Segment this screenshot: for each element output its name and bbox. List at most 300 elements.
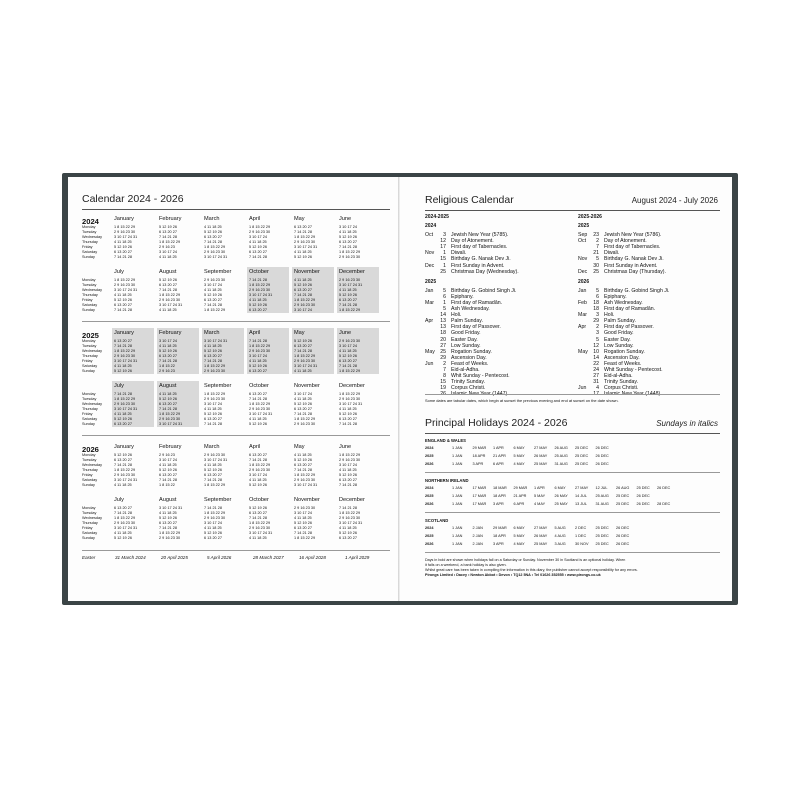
day-numbers: 2 9 16 23 30: [114, 473, 136, 477]
event-name: Trinity Sunday.: [604, 379, 639, 386]
holiday-date: 25 DEC: [575, 462, 589, 466]
event-day: 25: [593, 268, 599, 275]
day-numbers: 1 8 15 22 29: [204, 245, 226, 249]
holiday-date: 26 MAY: [534, 534, 548, 538]
day-numbers: 2 9 16 23 30: [249, 230, 271, 234]
day-numbers: 4 11 18 25: [339, 230, 357, 234]
holiday-date: 27 MAY: [534, 446, 548, 450]
event-day: 5: [596, 287, 599, 294]
day-numbers: 7 14 21 28: [294, 531, 312, 535]
day-numbers: 6 13 20 27: [159, 473, 177, 477]
month-name: December: [339, 497, 365, 503]
day-numbers: 2 9 16 23 30: [204, 516, 226, 520]
day-numbers: 1 8 15 22 29: [114, 349, 136, 353]
event-month: Feb: [578, 299, 587, 306]
event-name: Rogation Sunday.: [604, 348, 645, 355]
event-month: Apr: [425, 318, 434, 325]
event-day: 7: [596, 244, 599, 251]
holiday-date: 18 APR: [493, 534, 506, 538]
weekday-label: Friday: [82, 473, 93, 477]
event-day: 12: [440, 238, 446, 245]
day-numbers: 2 9 16 23 30: [249, 407, 271, 411]
event-day: 22: [593, 360, 599, 367]
day-numbers: 6 13 20 27: [294, 344, 312, 348]
day-numbers: 7 14 21 28: [249, 278, 267, 282]
weekday-label: Friday: [82, 412, 93, 416]
easter-date: 16 April 2028: [299, 555, 326, 560]
region-name: ENGLAND & WALES: [425, 438, 466, 443]
month-name: May: [294, 216, 305, 222]
holiday-date: 29 MAR: [493, 526, 507, 530]
holiday-date: 26 DEC: [595, 454, 609, 458]
holiday-date: 18 APR: [493, 494, 506, 498]
event-day: 12: [593, 342, 599, 349]
holiday-date: 31 AUG: [554, 462, 568, 466]
day-numbers: 7 14 21 28: [339, 422, 357, 426]
year-label: 2025: [82, 331, 99, 340]
day-numbers: 3 10 17 24: [159, 339, 177, 343]
day-numbers: 1 8 15 22 29: [249, 283, 271, 287]
holiday-date: 25 AUG: [554, 454, 568, 458]
holiday-date: 1 APR: [534, 486, 545, 490]
event-name: Christmas Day (Thursday).: [604, 268, 666, 275]
event-day: 5: [596, 256, 599, 263]
month-name: July: [114, 497, 124, 503]
day-numbers: 5 12 19 26: [339, 531, 357, 535]
day-numbers: 5 12 19 26: [114, 536, 132, 540]
weekday-label: Saturday: [82, 478, 98, 482]
day-numbers: 7 14 21 28: [249, 397, 267, 401]
day-numbers: 4 11 18 25: [339, 288, 357, 292]
religious-rule: [425, 210, 720, 211]
day-numbers: 7 14 21 28: [249, 516, 267, 520]
day-numbers: 4 11 18 25: [204, 288, 222, 292]
day-numbers: 3 10 17 24: [204, 402, 222, 406]
month-name: June: [339, 216, 352, 222]
event-name: Rogation Sunday.: [451, 348, 492, 355]
event-day: 6: [596, 293, 599, 300]
weekday-label: Friday: [82, 298, 93, 302]
day-numbers: 6 13 20 27: [249, 392, 267, 396]
day-numbers: 4 11 18 25: [159, 344, 177, 348]
day-numbers: 1 8 15 22 29: [249, 463, 271, 467]
region-name: NORTHERN IRELAND: [425, 478, 469, 483]
holiday-year: 2026: [425, 462, 434, 466]
event-day: 19: [440, 385, 446, 392]
day-numbers: 6 13 20 27: [114, 422, 132, 426]
holiday-date: 1 JAN: [452, 534, 463, 538]
holiday-date: 1 JAN: [452, 446, 463, 450]
event-name: Islamic New Year (1448).: [604, 391, 662, 398]
holiday-date: 29 MAR: [472, 446, 487, 450]
holiday-year: 2024: [425, 526, 434, 530]
day-numbers: 3 10 17 24: [339, 225, 357, 229]
holiday-date: 26 DEC: [595, 446, 609, 450]
event-day: 15: [440, 256, 446, 263]
holiday-date: 21 APR: [493, 454, 506, 458]
day-numbers: 5 12 19 26: [159, 225, 177, 229]
weekday-label: Tuesday: [82, 397, 97, 401]
year-label: 2026: [82, 445, 99, 454]
day-numbers: 4 11 18 25: [114, 412, 132, 416]
weekday-label: Wednesday: [82, 516, 102, 520]
holiday-date: 1 JAN: [452, 542, 463, 546]
month-name: October: [249, 497, 269, 503]
day-numbers: 5 12 19 26: [114, 369, 132, 373]
day-numbers: 6 13 20 27: [249, 250, 267, 254]
day-numbers: 1 8 15 22 29: [339, 392, 361, 396]
year-heading: 2025: [578, 223, 590, 229]
month-name: September: [204, 383, 232, 389]
holiday-date: 25 DEC: [616, 502, 630, 506]
event-name: Good Friday.: [604, 330, 634, 337]
day-numbers: 7 14 21 28: [249, 458, 267, 462]
event-month: Mar: [578, 312, 587, 319]
month-name: January: [114, 444, 134, 450]
day-numbers: 6 13 20 27: [339, 478, 357, 482]
event-name: Holi.: [451, 312, 462, 319]
event-name: Palm Sunday.: [451, 318, 483, 325]
event-name: Ash Wednesday.: [451, 306, 490, 312]
region-rule: [425, 552, 720, 553]
holiday-date: 1 DEC: [575, 534, 587, 538]
event-name: Low Sunday.: [451, 342, 481, 349]
event-name: Ascension Day.: [451, 354, 487, 361]
weekday-label: Thursday: [82, 521, 98, 525]
tabular-note: Some dates are tabular dates, which begin at sunset the previous evening and end at sunset on the date shown.: [425, 398, 619, 403]
event-day: 1: [443, 299, 446, 306]
event-day: 10: [593, 348, 599, 355]
weekday-label: Thursday: [82, 468, 98, 472]
day-numbers: 3 10 17 24 31: [114, 526, 138, 530]
day-numbers: 1 8 15 22 29: [294, 354, 316, 358]
weekday-label: Sunday: [82, 483, 95, 487]
event-day: 7: [443, 367, 446, 373]
holiday-date: 26 DEC: [636, 502, 650, 506]
event-day: 25: [440, 348, 446, 355]
day-numbers: 1 8 15 22 29: [294, 298, 316, 302]
month-name: July: [114, 383, 124, 389]
weekday-label: Friday: [82, 245, 93, 249]
weekday-label: Saturday: [82, 531, 98, 535]
col2-head: 2025-2026: [578, 214, 602, 220]
day-numbers: 3 10 17 24: [204, 283, 222, 287]
holiday-date: 3 APR: [493, 502, 504, 506]
day-numbers: 3 10 17 24: [159, 458, 177, 462]
holiday-year: 2024: [425, 486, 434, 490]
day-numbers: 7 14 21 28: [294, 412, 312, 416]
holiday-date: 6 MAY: [554, 486, 566, 490]
holidays-title: Principal Holidays 2024 - 2026: [425, 417, 568, 429]
event-day: 2: [596, 238, 599, 245]
day-numbers: 3 10 17 24 31: [159, 303, 183, 307]
event-name: Feast of Weeks.: [604, 360, 642, 367]
day-numbers: 2 9 16 23 30: [294, 422, 316, 426]
holiday-date: 2 DEC: [575, 526, 587, 530]
footer-line: Whilst great care has been taken in compiling the information in this diary, the publisher cannot accept responsibility for any errors.: [425, 568, 638, 572]
day-numbers: 5 12 19 26: [114, 245, 132, 249]
religious-range: August 2024 - July 2026: [631, 196, 718, 205]
day-numbers: 5 12 19 26: [159, 516, 177, 520]
event-day: 15: [440, 379, 446, 386]
holiday-year: 2025: [425, 534, 434, 538]
day-numbers: 1 8 15 22 29: [339, 308, 361, 312]
day-numbers: 3 10 17 24: [339, 463, 357, 467]
day-numbers: 6 13 20 27: [339, 240, 357, 244]
day-numbers: 7 14 21 28: [114, 463, 132, 467]
month-name: March: [204, 330, 220, 336]
note-rule: [425, 394, 720, 395]
day-numbers: 3 10 17 24 31: [159, 422, 183, 426]
month-name: August: [159, 497, 177, 503]
event-name: Diwali.: [604, 250, 620, 257]
holiday-date: 4 MAY: [513, 462, 525, 466]
day-numbers: 7 14 21 28: [159, 526, 177, 530]
holiday-date: 26 DEC: [616, 542, 630, 546]
day-numbers: 3 10 17 24 31: [294, 483, 318, 487]
day-numbers: 1 8 15 22 29: [204, 392, 226, 396]
holiday-date: 30 NOV: [575, 542, 589, 546]
event-day: 2: [443, 360, 446, 367]
event-name: Eid-al-Adha.: [604, 373, 633, 380]
holiday-date: 6 MAY: [513, 526, 525, 530]
event-name: Christmas Day (Wednesday).: [451, 268, 519, 275]
holiday-date: 25 DEC: [575, 454, 589, 458]
right-page: [400, 177, 732, 601]
day-numbers: 4 11 18 25: [159, 255, 177, 259]
weekday-label: Thursday: [82, 240, 98, 244]
holiday-date: 5 AUG: [554, 526, 566, 530]
weekday-label: Monday: [82, 225, 96, 229]
month-name: August: [159, 269, 177, 275]
day-numbers: 1 8 15 22 29: [249, 344, 271, 348]
day-numbers: 3 10 17 24 31: [159, 506, 183, 510]
event-name: Birthday G. Gobind Singh Ji.: [451, 287, 517, 294]
month-name: December: [339, 383, 365, 389]
weekday-label: Saturday: [82, 417, 98, 421]
holiday-date: 3 APR: [472, 462, 484, 466]
day-numbers: 3 10 17 24 31: [249, 531, 273, 535]
day-numbers: 7 14 21 28: [159, 359, 177, 363]
event-name: First day of Ramadân.: [604, 306, 656, 312]
event-name: Trinity Sunday.: [451, 379, 486, 386]
day-numbers: 1 8 15 22 29: [159, 240, 181, 244]
day-numbers: 2 9 16 23: [159, 369, 175, 373]
day-numbers: 2 9 16 23 30: [114, 521, 136, 525]
day-numbers: 2 9 16 23 30: [204, 397, 226, 401]
day-numbers: 4 11 18 25: [159, 511, 177, 515]
day-numbers: 6 13 20 27: [204, 473, 222, 477]
day-numbers: 6 13 20 27: [294, 407, 312, 411]
day-numbers: 4 11 18 25: [249, 417, 267, 421]
event-day: 18: [593, 306, 599, 312]
holiday-date: 1 APR: [493, 446, 504, 450]
day-numbers: 2 9 16 23 30: [294, 240, 316, 244]
day-numbers: 1 8 15 22 29: [114, 397, 136, 401]
day-numbers: 1 8 15 22 29: [159, 412, 181, 416]
day-numbers: 2 9 16 23 30: [339, 278, 361, 282]
day-numbers: 1 8 15 22 29: [204, 364, 226, 368]
event-month: Sep: [578, 232, 588, 238]
event-month: May: [578, 348, 588, 355]
day-numbers: 4 11 18 25: [339, 349, 357, 353]
event-day: 23: [593, 232, 599, 238]
holiday-date: 1 JAN: [452, 494, 463, 498]
event-day: 2: [596, 324, 599, 331]
day-numbers: 7 14 21 28: [249, 255, 267, 259]
weekday-label: Thursday: [82, 354, 98, 358]
day-numbers: 1 8 15 22: [159, 483, 175, 487]
month-name: January: [114, 216, 134, 222]
day-numbers: 1 8 15 22 29: [114, 516, 136, 520]
day-numbers: 1 8 15 22 29: [114, 225, 136, 229]
weekday-label: Monday: [82, 339, 96, 343]
day-numbers: 5 12 19 26: [159, 397, 177, 401]
day-numbers: 6 13 20 27: [159, 230, 177, 234]
day-numbers: 7 14 21 28: [159, 407, 177, 411]
day-numbers: 6 13 20 27: [204, 354, 222, 358]
day-numbers: 2 9 16 23 30: [159, 536, 181, 540]
day-numbers: 7 14 21 28: [204, 303, 222, 307]
event-day: 13: [440, 318, 446, 325]
day-numbers: 6 13 20 27: [339, 298, 357, 302]
day-numbers: 6 13 20 27: [159, 402, 177, 406]
event-day: 1: [443, 250, 446, 257]
day-numbers: 5 12 19 26: [249, 364, 267, 368]
day-numbers: 2 9 16 23 30: [159, 417, 181, 421]
day-numbers: 5 12 19 26: [294, 458, 312, 462]
holiday-date: 26 DEC: [595, 462, 609, 466]
day-numbers: 7 14 21 28: [114, 308, 132, 312]
day-numbers: 4 11 18 25: [114, 531, 132, 535]
day-numbers: 7 14 21 28: [339, 303, 357, 307]
holiday-date: 1 JAN: [452, 462, 463, 466]
footer-line: it falls on a weekend, a bank holiday is also given.: [425, 563, 507, 567]
holiday-date: 6 APR: [493, 462, 504, 466]
holiday-date: 1 JAN: [452, 486, 463, 490]
day-numbers: 4 11 18 25: [204, 225, 222, 229]
weekday-label: Saturday: [82, 250, 98, 254]
event-name: Ash Wednesday.: [604, 299, 643, 306]
holiday-date: 4 AUG: [554, 534, 566, 538]
day-numbers: 4 11 18 25: [294, 278, 312, 282]
holiday-date: 2 JAN: [472, 542, 483, 546]
day-numbers: 4 11 18 25: [249, 298, 267, 302]
day-numbers: 7 14 21 28: [339, 364, 357, 368]
event-day: 31: [593, 379, 599, 386]
event-name: First day of Passover.: [451, 324, 501, 331]
event-name: Epiphany.: [604, 293, 627, 300]
event-day: 14: [440, 312, 446, 319]
day-numbers: 5 12 19 26: [159, 278, 177, 282]
day-numbers: 4 11 18 25: [249, 536, 267, 540]
day-numbers: 2 9 16 23 30: [114, 354, 136, 358]
event-month: Dec: [425, 262, 435, 269]
day-numbers: 5 12 19 26: [114, 453, 132, 457]
day-numbers: 4 11 18 25: [294, 516, 312, 520]
event-month: Oct: [578, 238, 587, 245]
weekday-label: Wednesday: [82, 235, 102, 239]
event-day: 17: [593, 391, 599, 398]
event-day: 27: [440, 342, 446, 349]
event-name: First Sunday in Advent.: [451, 262, 505, 269]
day-numbers: 4 11 18 25: [159, 308, 177, 312]
weekday-label: Thursday: [82, 293, 98, 297]
event-day: 13: [440, 324, 446, 331]
region-rule: [425, 472, 720, 473]
day-numbers: 5 12 19 26: [339, 473, 357, 477]
holiday-date: 2 JAN: [472, 534, 483, 538]
event-day: 5: [443, 287, 446, 294]
day-numbers: 2 9 16 23 30: [339, 516, 361, 520]
weekday-label: Wednesday: [82, 288, 102, 292]
holiday-date: 31 AUG: [595, 502, 609, 506]
day-numbers: 3 10 17 24 31: [339, 402, 363, 406]
day-numbers: 3 10 17 24 31: [114, 478, 138, 482]
day-numbers: 7 14 21 28: [159, 235, 177, 239]
weekday-label: Thursday: [82, 407, 98, 411]
event-name: Whit Sunday - Pentecost.: [604, 367, 663, 373]
event-month: Oct: [425, 232, 434, 238]
day-numbers: 2 9 16 23: [159, 245, 175, 249]
holiday-date: 1 JAN: [452, 502, 463, 506]
day-numbers: 6 13 20 27: [249, 511, 267, 515]
event-day: 3: [596, 312, 599, 319]
holiday-date: 25 DEC: [636, 486, 650, 490]
event-name: Feast of Weeks.: [451, 360, 489, 367]
month-name: April: [249, 444, 261, 450]
day-numbers: 6 13 20 27: [114, 339, 132, 343]
month-name: August: [159, 383, 177, 389]
day-numbers: 6 13 20 27: [339, 359, 357, 363]
day-numbers: 5 12 19 26: [249, 506, 267, 510]
day-numbers: 3 10 17 24: [294, 308, 312, 312]
event-name: Birthday G. Nanak Dev Ji.: [604, 256, 664, 263]
footer-line: Days in bold are shown when holidays fall on a Saturday or Sunday. November 30 in Scotland is an optional holiday. When: [425, 558, 626, 562]
day-numbers: 2 9 16 23: [159, 453, 175, 457]
holiday-date: 26 AUG: [616, 486, 630, 490]
day-numbers: 4 11 18 25: [159, 392, 177, 396]
day-numbers: 4 11 18 25: [249, 478, 267, 482]
event-day: 8: [443, 373, 446, 380]
event-month: Jun: [578, 385, 587, 392]
event-name: Easter Day.: [451, 336, 478, 343]
day-numbers: 5 12 19 26: [204, 293, 222, 297]
day-numbers: 7 14 21 28: [339, 506, 357, 510]
day-numbers: 7 14 21 28: [294, 468, 312, 472]
day-numbers: 4 11 18 25: [339, 468, 357, 472]
day-numbers: 3 10 17 24 31: [249, 412, 273, 416]
day-numbers: 7 14 21 28: [204, 422, 222, 426]
day-numbers: 2 9 16 23 30: [204, 453, 226, 457]
day-numbers: 4 11 18 25: [204, 463, 222, 467]
day-numbers: 7 14 21 28: [249, 339, 267, 343]
month-name: November: [294, 383, 320, 389]
event-day: 6: [443, 293, 446, 300]
holiday-date: 25 AUG: [595, 494, 609, 498]
month-name: October: [249, 269, 269, 275]
easter-date: 31 March 2024: [115, 555, 146, 560]
holiday-date: 25 DEC: [575, 446, 589, 450]
month-name: March: [204, 444, 220, 450]
weekday-label: Sunday: [82, 255, 95, 259]
day-numbers: 6 13 20 27: [249, 369, 267, 373]
holiday-date: 6 APR: [513, 502, 525, 506]
day-numbers: 6 13 20 27: [204, 417, 222, 421]
month-name: March: [204, 216, 220, 222]
day-numbers: 2 9 16 23 30: [339, 339, 361, 343]
day-numbers: 4 11 18 25: [204, 407, 222, 411]
